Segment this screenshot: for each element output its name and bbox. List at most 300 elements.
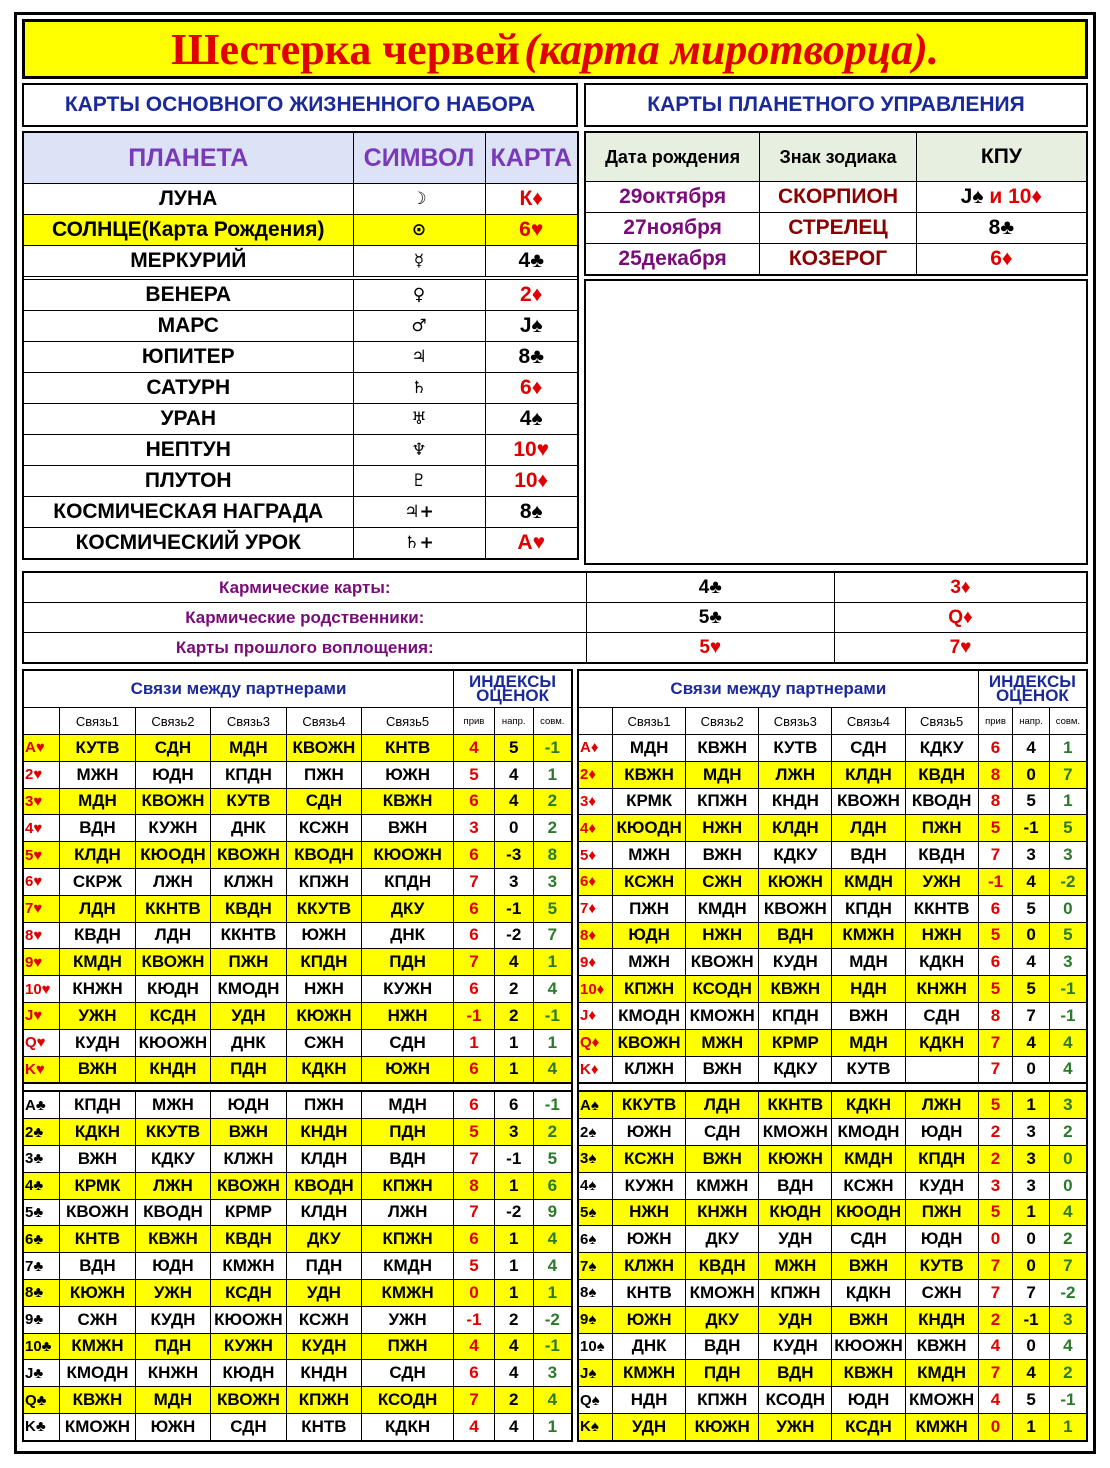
sub-attraction: прив — [454, 708, 495, 735]
relation-link: ККУТВ — [613, 1091, 686, 1118]
page — [14, 12, 1096, 1454]
relation-card: 9♠ — [578, 1306, 613, 1333]
relation-index: 1 — [494, 1172, 533, 1199]
karmic-table — [22, 571, 1088, 664]
relation-link: КМДН — [832, 1145, 905, 1172]
relation-row — [578, 1199, 1087, 1226]
relation-link: КЮЖН — [286, 1002, 361, 1029]
relation-link: МЖН — [60, 761, 135, 788]
relations-left-title-row — [23, 670, 572, 708]
relations-right-sub-row — [578, 708, 1087, 735]
relation-index: 8 — [454, 1172, 495, 1199]
relation-link: ДНК — [362, 922, 454, 949]
relation-row — [578, 1119, 1087, 1146]
relation-index: 5 — [454, 761, 495, 788]
relation-index: 6 — [454, 788, 495, 815]
relation-row — [23, 949, 572, 976]
relation-link: КУТВ — [832, 1056, 905, 1083]
relation-link: СДН — [362, 1360, 454, 1387]
relation-index: 0 — [1049, 1145, 1087, 1172]
relation-index: 1 — [533, 949, 572, 976]
relation-row — [23, 922, 572, 949]
relation-link: ПЖН — [211, 949, 286, 976]
relation-link: КЛДН — [286, 1145, 361, 1172]
relations-left-table — [22, 669, 573, 1442]
col-symbol: СИМВОЛ — [353, 132, 485, 184]
relation-index: 0 — [1013, 922, 1050, 949]
relation-index: 6 — [454, 842, 495, 869]
relation-link: СДН — [832, 1226, 905, 1253]
karmic-row — [23, 572, 1087, 603]
relation-link: КВОЖН — [759, 895, 832, 922]
relation-index: -1 — [1049, 1002, 1087, 1029]
relation-link: ВДН — [60, 1253, 135, 1280]
relation-index: 3 — [1013, 842, 1050, 869]
relation-index: -1 — [494, 895, 533, 922]
relation-index: 3 — [1013, 1145, 1050, 1172]
relation-index: 6 — [454, 895, 495, 922]
relation-link: ДНК — [613, 1333, 686, 1360]
relations-right-title-row — [578, 670, 1087, 708]
relation-row — [23, 1119, 572, 1146]
relation-card: 2♥ — [23, 761, 60, 788]
relation-index: 8 — [978, 761, 1013, 788]
relation-index: 4 — [1013, 735, 1050, 762]
relation-index: 6 — [454, 922, 495, 949]
relation-link: КВОЖН — [211, 842, 286, 869]
kpu-cards — [916, 244, 1087, 276]
relation-link: КПЖН — [686, 1387, 759, 1414]
relation-index: 3 — [533, 868, 572, 895]
header-left: КАРТЫ ОСНОВНОГО ЖИЗНЕННОГО НАБОРА — [22, 83, 578, 127]
planet-name: МЕРКУРИЙ — [23, 246, 353, 277]
relation-link: ВЖН — [832, 1002, 905, 1029]
relation-link: КМОДН — [613, 1002, 686, 1029]
relation-link: СДН — [686, 1119, 759, 1146]
relation-link: КНДН — [286, 1360, 361, 1387]
relations-left — [22, 669, 573, 1442]
sub-attraction: прив — [978, 708, 1013, 735]
sub-empty — [23, 708, 60, 735]
relation-index: 4 — [454, 1333, 495, 1360]
relation-link: КПДН — [905, 1145, 978, 1172]
kpu-header-row — [585, 132, 1087, 182]
relation-index: 3 — [1049, 1091, 1087, 1118]
relation-card: K♥ — [23, 1056, 60, 1083]
relation-index: 2 — [494, 1306, 533, 1333]
relation-link: ВЖН — [832, 1306, 905, 1333]
relation-link: КВДН — [905, 761, 978, 788]
relation-index: 4 — [1049, 1199, 1087, 1226]
relation-link: КУЖН — [211, 1333, 286, 1360]
relation-index: 2 — [494, 1387, 533, 1414]
relation-index: -2 — [494, 922, 533, 949]
relation-index: 5 — [1013, 788, 1050, 815]
relation-link: НДН — [832, 976, 905, 1003]
relation-row — [23, 1279, 572, 1306]
relation-link: КУЖН — [362, 976, 454, 1003]
relation-link: КМОЖН — [686, 1002, 759, 1029]
karmic-row — [23, 633, 1087, 664]
relation-index: 5 — [533, 895, 572, 922]
karmic-wrap — [22, 571, 1088, 664]
relation-card: А♣ — [23, 1091, 60, 1118]
relation-row — [23, 1145, 572, 1172]
relations-left-index-title: ИНДЕКСЫ ОЦЕНОК — [454, 670, 572, 708]
relation-index: 4 — [494, 1360, 533, 1387]
relation-index: 3 — [533, 1360, 572, 1387]
relation-index: 2 — [1049, 1360, 1087, 1387]
relation-index: 2 — [978, 1119, 1013, 1146]
relation-card: 4♦ — [578, 815, 613, 842]
relation-link: ВДН — [759, 1360, 832, 1387]
relation-link: СЖН — [60, 1306, 135, 1333]
relation-link: ВДН — [686, 1333, 759, 1360]
col-kpu: КПУ — [916, 132, 1087, 182]
relation-index: 0 — [1013, 1056, 1050, 1083]
relation-index: -1 — [533, 1002, 572, 1029]
karmic-card-b: Q♦ — [835, 603, 1088, 633]
relation-index: 5 — [1013, 976, 1050, 1003]
planet-card: 6♥ — [485, 215, 578, 246]
relation-link: КВОЖН — [135, 949, 210, 976]
relation-card: 7♠ — [578, 1253, 613, 1280]
relation-link: ВЖН — [362, 815, 454, 842]
relation-link: КВОЖН — [832, 788, 905, 815]
planet-row — [23, 184, 578, 215]
relation-link: КВОДН — [286, 1172, 361, 1199]
relation-link: КНТВ — [60, 1226, 135, 1253]
relation-card: 4♣ — [23, 1172, 60, 1199]
relation-link: МДН — [686, 761, 759, 788]
relation-link: КВЖН — [832, 1360, 905, 1387]
relation-card: 8♥ — [23, 922, 60, 949]
planet-symbol: ♃ — [353, 342, 485, 373]
planet-symbol: ♅ — [353, 404, 485, 435]
relation-card: 6♣ — [23, 1226, 60, 1253]
relations-left-title: Связи между партнерами — [23, 670, 454, 708]
relation-link: УЖН — [362, 1306, 454, 1333]
relation-index: 3 — [1049, 842, 1087, 869]
page-title — [22, 19, 1088, 79]
relation-index: 7 — [978, 842, 1013, 869]
relation-link: КЮДН — [759, 1199, 832, 1226]
relation-link: ЛЖН — [362, 1199, 454, 1226]
relation-card: 5♦ — [578, 842, 613, 869]
relation-link: ККНТВ — [211, 922, 286, 949]
relation-link: КУДН — [60, 1029, 135, 1056]
relation-index: -1 — [494, 1145, 533, 1172]
relation-row — [23, 1199, 572, 1226]
kpu-row — [585, 244, 1087, 276]
relation-index: 4 — [494, 949, 533, 976]
relation-link: КНЖН — [905, 976, 978, 1003]
relation-link: КНДН — [759, 788, 832, 815]
relation-card: 7♥ — [23, 895, 60, 922]
relation-link: УДН — [759, 1306, 832, 1333]
relation-index: 3 — [1049, 1306, 1087, 1333]
relation-index: 6 — [454, 1226, 495, 1253]
relation-link: КВДН — [686, 1253, 759, 1280]
relation-link: НЖН — [362, 1002, 454, 1029]
relation-card: 8♦ — [578, 922, 613, 949]
planet-row — [23, 404, 578, 435]
planet-row — [23, 528, 578, 560]
relation-card: 2♣ — [23, 1119, 60, 1146]
relation-index: 5 — [1013, 1387, 1050, 1414]
relation-index: 2 — [494, 1002, 533, 1029]
sub-compat: совм. — [533, 708, 572, 735]
relation-row — [23, 1002, 572, 1029]
relation-row — [23, 1172, 572, 1199]
planet-symbol: ♇ — [353, 466, 485, 497]
relation-row — [578, 1413, 1087, 1440]
relation-link: МЖН — [686, 1029, 759, 1056]
relation-link: ККУТВ — [286, 895, 361, 922]
relation-row — [578, 1387, 1087, 1414]
relation-card: 4♥ — [23, 815, 60, 842]
relation-index: 0 — [978, 1226, 1013, 1253]
relation-row — [23, 895, 572, 922]
relation-card: 8♣ — [23, 1279, 60, 1306]
relation-link: ЮЖН — [613, 1119, 686, 1146]
relation-link: ЮЖН — [613, 1306, 686, 1333]
relation-index: -2 — [533, 1306, 572, 1333]
relation-link: СЖН — [686, 868, 759, 895]
relation-link: КВОЖН — [135, 788, 210, 815]
relation-link: КВЖН — [686, 735, 759, 762]
relation-link: КДКУ — [759, 1056, 832, 1083]
relation-card: 9♣ — [23, 1306, 60, 1333]
relation-index: 0 — [1049, 895, 1087, 922]
relation-link: МДН — [60, 788, 135, 815]
relation-link: КМЖН — [60, 1333, 135, 1360]
kpu-sign: СКОРПИОН — [760, 182, 917, 213]
relation-row — [578, 1226, 1087, 1253]
relation-link: КЛДН — [286, 1199, 361, 1226]
karmic-label: Карты прошлого воплощения: — [23, 633, 586, 664]
planet-card: 10♥ — [485, 435, 578, 466]
relation-link: ЮДН — [613, 922, 686, 949]
planet-name: ЮПИТЕР — [23, 342, 353, 373]
relation-link: КСДН — [135, 1002, 210, 1029]
relation-link: КПДН — [832, 895, 905, 922]
relation-link: ВЖН — [60, 1145, 135, 1172]
planet-symbol: ☿ — [353, 246, 485, 277]
planet-row — [23, 497, 578, 528]
relation-card: Q♥ — [23, 1029, 60, 1056]
relation-link: ЮДН — [135, 761, 210, 788]
relation-link: ВЖН — [832, 1253, 905, 1280]
relation-link: КЮЖН — [759, 868, 832, 895]
relation-link: КМЖН — [832, 922, 905, 949]
sub-compat: совм. — [1049, 708, 1087, 735]
relation-card: А♥ — [23, 735, 60, 762]
relation-link: СДН — [211, 1413, 286, 1440]
relation-index: 7 — [1049, 761, 1087, 788]
relation-link: КУДН — [759, 949, 832, 976]
relation-link: КПЖН — [613, 976, 686, 1003]
relation-link: УЖН — [135, 1279, 210, 1306]
relation-index: 2 — [533, 1119, 572, 1146]
relation-index: 3 — [978, 1172, 1013, 1199]
relation-link: КВЖН — [905, 1333, 978, 1360]
col-card: КАРТА — [485, 132, 578, 184]
karmic-card-b: 3♦ — [835, 572, 1088, 603]
kpu-sign: КОЗЕРОГ — [760, 244, 917, 276]
relation-link: КЮЖН — [686, 1413, 759, 1440]
relation-index: 5 — [978, 922, 1013, 949]
relation-card: 9♦ — [578, 949, 613, 976]
relation-index: 7 — [978, 1029, 1013, 1056]
planet-symbol: ☽ — [353, 184, 485, 215]
relation-index: -2 — [1049, 868, 1087, 895]
planet-name: КОСМИЧЕСКАЯ НАГРАДА — [23, 497, 353, 528]
relation-link: ПДН — [362, 949, 454, 976]
relation-index: 1 — [494, 1056, 533, 1083]
relation-link: КВЖН — [613, 761, 686, 788]
relation-link: КЮОЖН — [135, 1029, 210, 1056]
relation-row — [578, 949, 1087, 976]
relation-index: 3 — [454, 815, 495, 842]
relation-card: 10♦ — [578, 976, 613, 1003]
relation-row — [23, 842, 572, 869]
relation-link: ЛДН — [135, 922, 210, 949]
relation-card: 7♣ — [23, 1253, 60, 1280]
relation-index: 0 — [1013, 1253, 1050, 1280]
relation-index: 1 — [494, 1253, 533, 1280]
relation-link: ПЖН — [905, 1199, 978, 1226]
relation-link: ЛЖН — [135, 868, 210, 895]
relation-index: 7 — [454, 1145, 495, 1172]
relation-link: КНТВ — [362, 735, 454, 762]
relation-row — [23, 735, 572, 762]
relation-row — [578, 815, 1087, 842]
relation-link: ПЖН — [286, 761, 361, 788]
relation-link: КЮДН — [135, 976, 210, 1003]
relation-row — [578, 788, 1087, 815]
relation-link: ЮЖН — [135, 1413, 210, 1440]
relation-index: 0 — [1013, 761, 1050, 788]
relation-link: МЖН — [759, 1253, 832, 1280]
relation-card: 5♠ — [578, 1199, 613, 1226]
relation-link: МДН — [832, 949, 905, 976]
relations-right — [577, 669, 1088, 1442]
relation-link: СДН — [905, 1002, 978, 1029]
relation-index: 4 — [533, 1253, 572, 1280]
relation-index: 6 — [454, 1056, 495, 1083]
relation-card: 2♠ — [578, 1119, 613, 1146]
relation-index: 4 — [1013, 949, 1050, 976]
relation-link: СДН — [286, 788, 361, 815]
relation-index: 9 — [533, 1199, 572, 1226]
relation-link: КЮОЖН — [211, 1306, 286, 1333]
relation-link: КВОЖН — [60, 1199, 135, 1226]
relation-row — [578, 1002, 1087, 1029]
relation-card: J♣ — [23, 1360, 60, 1387]
relation-link: ККНТВ — [135, 895, 210, 922]
relation-index: 0 — [1049, 1172, 1087, 1199]
relation-link: КУТВ — [905, 1253, 978, 1280]
planet-symbol: ♂ — [353, 311, 485, 342]
relation-index: -1 — [1049, 976, 1087, 1003]
relation-index: 4 — [494, 1333, 533, 1360]
relation-link: КЮОЖН — [832, 1333, 905, 1360]
relation-link: КНТВ — [286, 1413, 361, 1440]
relation-row — [23, 788, 572, 815]
planet-row — [23, 342, 578, 373]
relation-link: КСЖН — [832, 1172, 905, 1199]
relation-link: КДКУ — [759, 842, 832, 869]
relation-index: 3 — [494, 868, 533, 895]
relation-link: КПДН — [759, 1002, 832, 1029]
relation-link: КМДН — [686, 895, 759, 922]
karmic-card-a: 5♣ — [586, 603, 834, 633]
relation-link: СЖН — [905, 1279, 978, 1306]
relation-link: КМЖН — [211, 1253, 286, 1280]
relation-row — [578, 1091, 1087, 1118]
planet-card: К♦ — [485, 184, 578, 215]
relation-link: КМОДН — [832, 1119, 905, 1146]
karmic-card-a: 5♥ — [586, 633, 834, 664]
kpu-row — [585, 182, 1087, 213]
relation-index: 0 — [1013, 1226, 1050, 1253]
relation-link — [905, 1056, 978, 1083]
sub-link4: Связь4 — [286, 708, 361, 735]
kpu-card-a: J♠ — [960, 185, 984, 208]
relation-link: КДКН — [905, 949, 978, 976]
relation-index: 7 — [978, 1360, 1013, 1387]
relation-index: 7 — [978, 1253, 1013, 1280]
relation-link: ВЖН — [211, 1119, 286, 1146]
relation-link: КРМК — [613, 788, 686, 815]
relation-link: ДКУ — [686, 1226, 759, 1253]
relation-link: КНЖН — [60, 976, 135, 1003]
relation-index: 4 — [533, 1226, 572, 1253]
relation-link: КНТВ — [613, 1279, 686, 1306]
relation-card: Q♠ — [578, 1387, 613, 1414]
relation-link: КПДН — [211, 761, 286, 788]
relation-index: 1 — [494, 1279, 533, 1306]
empty-panel — [584, 279, 1088, 565]
relation-row — [578, 1360, 1087, 1387]
relation-link: КУТВ — [211, 788, 286, 815]
relation-index: -2 — [1049, 1279, 1087, 1306]
relation-link: ВЖН — [686, 842, 759, 869]
relation-row — [578, 1333, 1087, 1360]
relation-index: 5 — [533, 1145, 572, 1172]
relation-card: K♣ — [23, 1413, 60, 1440]
relation-index: 7 — [533, 922, 572, 949]
relation-card: 4♠ — [578, 1172, 613, 1199]
relation-link: КЮЖН — [759, 1145, 832, 1172]
relation-link: КМЖН — [362, 1279, 454, 1306]
planet-symbol: ♆ — [353, 435, 485, 466]
relation-link: КПЖН — [362, 1172, 454, 1199]
planet-row — [23, 246, 578, 277]
relation-link: МДН — [832, 1029, 905, 1056]
relation-row — [23, 1226, 572, 1253]
relation-link: КЛЖН — [211, 868, 286, 895]
relation-link: КПЖН — [686, 788, 759, 815]
relation-link: КЮОДН — [613, 815, 686, 842]
relation-index: 8 — [978, 788, 1013, 815]
relation-index: 3 — [1013, 1119, 1050, 1146]
relation-link: КУДН — [759, 1333, 832, 1360]
relation-index: 1 — [1049, 788, 1087, 815]
relation-index: 8 — [533, 842, 572, 869]
relation-link: ЛЖН — [759, 761, 832, 788]
